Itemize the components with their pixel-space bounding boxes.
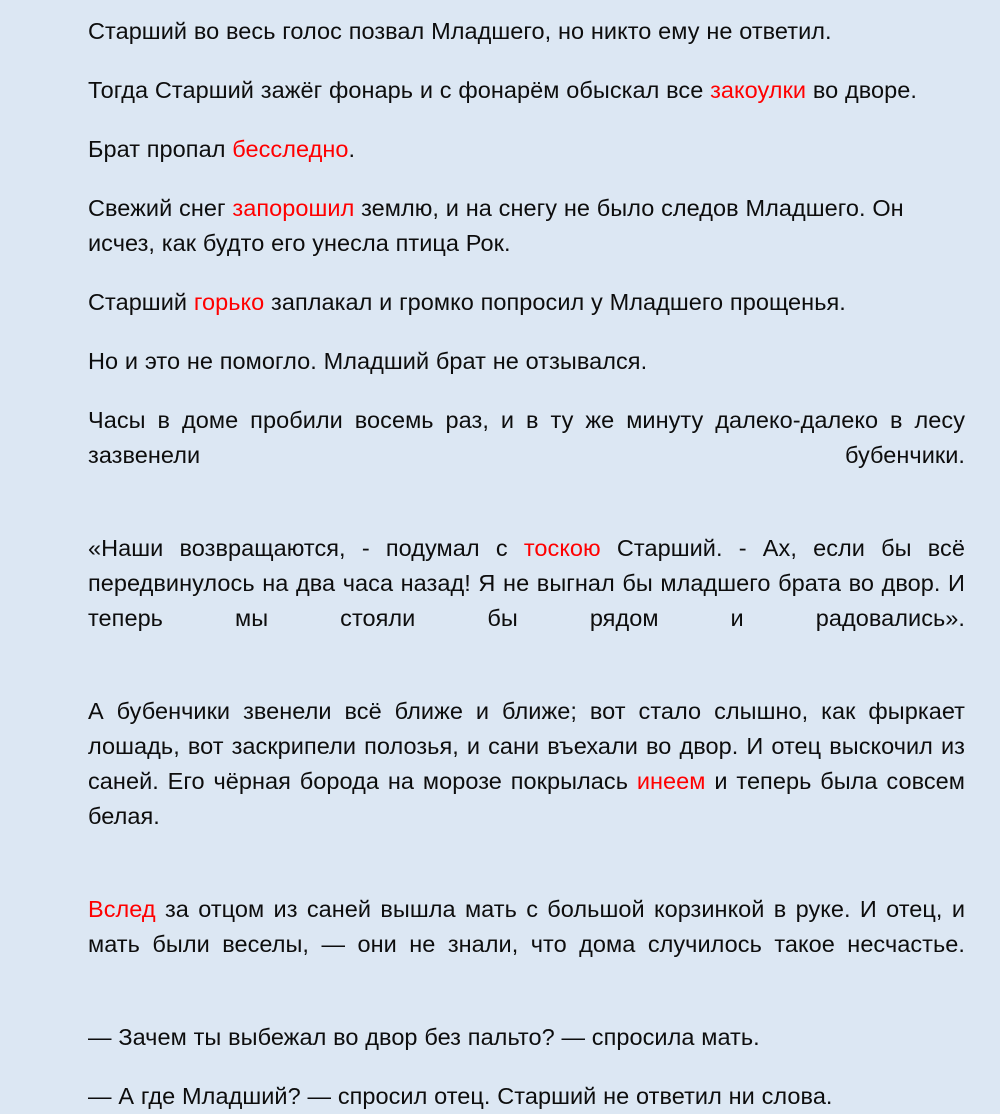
text-run: заплакал и громко попросил у Младшего прощенья. — [264, 289, 846, 315]
text-run: . — [348, 136, 356, 162]
text-run: «Наши возвращаются, - подумал с — [88, 535, 524, 561]
text-run: Тогда Старший зажёг фонарь и с фонарём обыскал все — [88, 77, 711, 103]
paragraph-2 — [88, 73, 965, 108]
text-run: Старший — [88, 289, 194, 315]
highlighted-word: Вслед — [88, 896, 156, 922]
paragraph-7 — [88, 403, 965, 508]
text-run: — А где Младший? — спросил отец. Старший не ответил ни слова. — [88, 1083, 833, 1109]
highlighted-word: бесследно — [232, 136, 349, 162]
paragraph-6 — [88, 344, 965, 379]
text-run: за отцом из саней вышла мать с большой корзинкой в руке. И отец, и мать были веселы, — они не знали, что дома случилось такое несчастье. — [88, 896, 965, 957]
highlighted-word: тоскою — [523, 535, 601, 561]
text-run: Старший во весь голос позвал Младшего, но никто ему не ответил. — [88, 18, 832, 44]
paragraph-10 — [88, 892, 965, 997]
paragraph-4 — [88, 191, 965, 261]
text-run: — Зачем ты выбежал во двор без пальто? — спросила мать. — [88, 1024, 760, 1050]
text-run: Свежий снег — [88, 195, 233, 221]
paragraph-3 — [88, 132, 965, 167]
highlighted-word: горько — [193, 289, 265, 315]
text-run: Но и это не помогло. Младший брат не отзывался. — [88, 348, 648, 374]
paragraph-11 — [88, 1020, 965, 1055]
highlighted-word: инеем — [636, 768, 706, 794]
text-run: Брат пропал — [88, 136, 233, 162]
paragraph-9 — [88, 694, 965, 869]
text-run: Часы в доме пробили восемь раз, и в ту же минуту далеко-далеко в лесу зазвенели бубенчики. — [88, 407, 965, 468]
highlighted-word: закоулки — [710, 77, 807, 103]
highlighted-word: запорошил — [232, 195, 355, 221]
text-run: Старший. - Ах, если бы всё передвинулось на два часа назад! Я не выгнал бы младшего брата во двор. И теперь мы стояли бы рядом и радовались». — [88, 535, 965, 631]
text-run: и теперь была совсем белая. — [88, 768, 965, 829]
paragraph-5 — [88, 285, 965, 320]
text-run: А бубенчики звенели всё ближе и ближе; вот стало слышно, как фыркает лошадь, вот заскрипели полозья, и сани въехали во двор. И отец выскочил из саней. Его чёрная борода на морозе покрылась — [88, 698, 965, 794]
paragraph-12 — [88, 1079, 965, 1114]
text-run: землю, и на снегу не было следов Младшего. Он исчез, как будто его унесла птица Рок. — [88, 195, 904, 256]
paragraph-1 — [88, 14, 965, 49]
text-run: во дворе. — [806, 77, 917, 103]
paragraph-8 — [88, 531, 965, 671]
